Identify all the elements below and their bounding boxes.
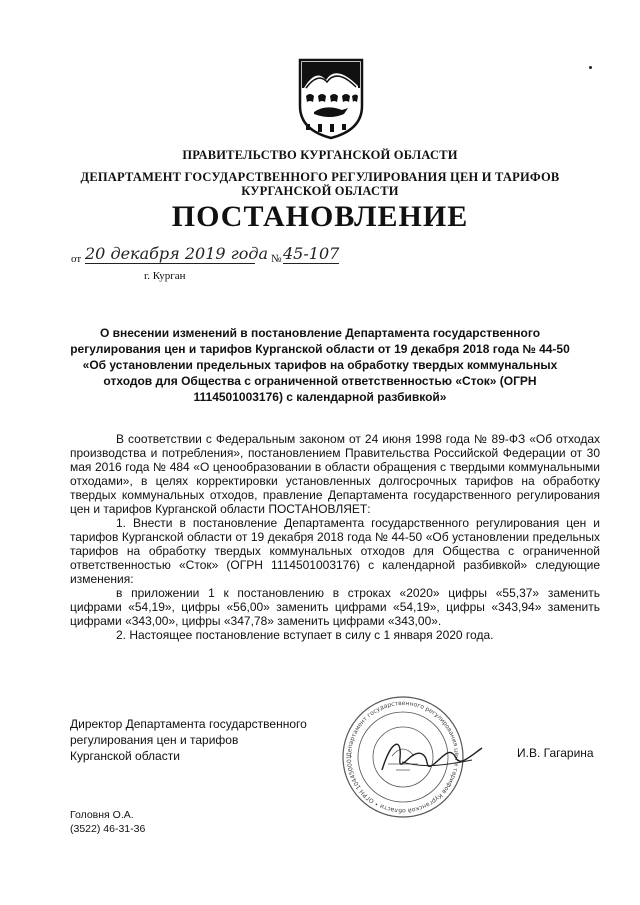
signer-position (70, 716, 307, 764)
handwritten-signature (372, 728, 492, 788)
department-line-2: КУРГАНСКОЙ ОБЛАСТИ (241, 184, 399, 198)
executor-name: Головня О.А. (70, 809, 134, 821)
department-name (0, 170, 640, 198)
executor-phone: (3522) 46-31-36 (70, 823, 146, 835)
executor-info (70, 808, 145, 836)
department-line-1: ДЕПАРТАМЕНТ ГОСУДАРСТВЕННОГО РЕГУЛИРОВАНИЯ ЦЕН И ТАРИФОВ (80, 170, 560, 184)
signer-name: И.В. Гагарина (517, 746, 594, 760)
body-paragraph-3: в приложении 1 к постановлению в строках «2020» цифры «55,37» заменить цифрами «54,19», цифры «56,00» заменить цифрами «54,19», цифры «343,94» заменить цифрами «343,00», цифры «347,78» заменить цифрами «343,00». (70, 586, 600, 628)
signer-position-line-2: регулирования цен и тарифов (70, 733, 239, 747)
document-type-title: ПОСТАНОВЛЕНИЕ (171, 200, 469, 233)
handwritten-date: 20 декабря 2019 года (85, 244, 269, 263)
handwritten-number: 45-107 (283, 244, 340, 263)
body-paragraph-2: 1. Внести в постановление Департамента государственного регулирования цен и тарифов Курганской области от 19 декабря 2018 года № 44-50 «Об установлении предельных тарифов на обработку твердых коммунальных отходов для Общества с ограниченной ответственностью «Сток» (ОГРН 1114501003176) с календарной разбивкой» следующие изменения: (70, 516, 600, 586)
signer-position-line-3: Курганской области (70, 749, 180, 763)
date-prefix: от (71, 253, 82, 265)
coat-of-arms-emblem (296, 58, 366, 140)
city-name: г. Курган (144, 270, 186, 282)
body-paragraph-4: 2. Настоящее постановление вступает в силу с 1 января 2020 года. (116, 628, 494, 642)
svg-text:Департамент государственного р: Департамент государственного регулирования цен и тарифов Курганской области • ОГРН 104450001 (345, 699, 461, 815)
body-paragraph-1: В соответствии с Федеральным законом от 24 июня 1998 года № 89-ФЗ «Об отходах производства и потребления», постановлением Правительства Российской Федерации от 30 мая 2016 года № 484 «О ценообразовании в области обращения с твердыми коммунальными отходами», в целях корректировки установленных долгосрочных тарифов на обработку твердых коммунальных отходов, правление Департамента государственного регулирования цен и тарифов Курганской области ПОСТАНОВЛЯЕТ: (70, 432, 600, 516)
scan-speck (589, 66, 592, 69)
government-name: ПРАВИТЕЛЬСТВО КУРГАНСКОЙ ОБЛАСТИ (182, 148, 458, 162)
document-subject: О внесении изменений в постановление Департамента государственного регулирования цен и тарифов Курганской области от 19 декабря 2018 года № 44-50 «Об установлении предельных тарифов на обработку твердых коммунальных отходов для Общества с ограниченной ответственностью «Сток» (ОГРН 1114501003176) с календарной разбивкой» (70, 326, 570, 404)
document-body (70, 432, 600, 642)
signer-position-line-1: Директор Департамента государственного (70, 717, 307, 731)
number-prefix: № (271, 253, 282, 265)
